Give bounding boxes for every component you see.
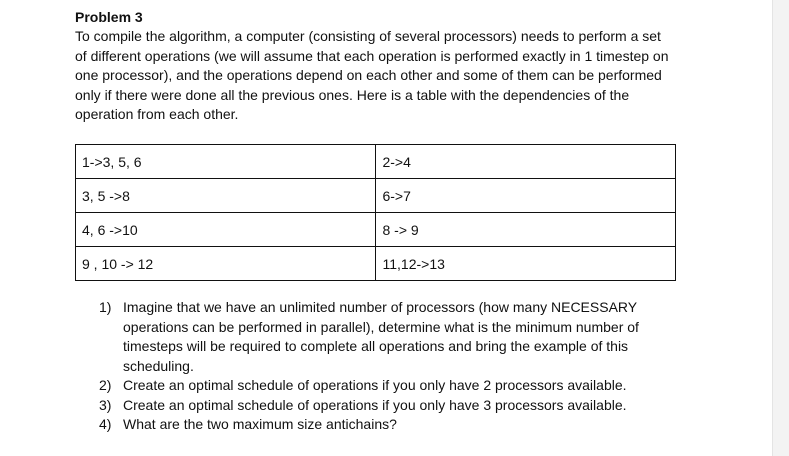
question-text: Create an optimal schedule of operations if you only have 2 processors available. xyxy=(123,377,627,393)
question-text: Create an optimal schedule of operations if you only have 3 processors available. xyxy=(123,396,627,413)
table-cell: 2->4 xyxy=(376,145,676,179)
question-list xyxy=(99,298,679,435)
list-number: 1) xyxy=(99,299,112,315)
question-text: Imagine that we have an unlimited number of processors (how many NECESSARY operations can be performed in parallel), determine what is the minimum number of timesteps will be required to complete all operations and bring the example of this scheduling. xyxy=(123,299,639,374)
table-cell: 3, 5 ->8 xyxy=(76,179,376,213)
table-cell: 8 -> 9 xyxy=(376,213,676,247)
table-cell: 4, 6 ->10 xyxy=(76,213,376,247)
table-row xyxy=(76,145,676,179)
problem-intro: To compile the algorithm, a computer (consisting of several processors) needs to perform a set of different operations (we will assume that each operation is performed exactly in 1 timestep on one processor), and the operations depend on each other and some of them can be performed only if there were done all the previous ones. Here is a table with the dependencies of the operation from each other. xyxy=(75,28,669,122)
question-text: What are the two maximum size antichains? xyxy=(123,416,397,432)
problem-title: Problem 3 xyxy=(75,9,143,25)
dependency-table xyxy=(75,144,676,281)
page-side-margin xyxy=(772,0,789,456)
list-item xyxy=(99,298,679,376)
list-item xyxy=(99,415,679,435)
list-number: 3) xyxy=(99,396,112,413)
list-number: 4) xyxy=(99,416,112,432)
problem-section xyxy=(75,8,695,125)
list-item xyxy=(99,396,679,416)
table-cell: 1->3, 5, 6 xyxy=(76,145,376,179)
list-number: 2) xyxy=(99,377,112,393)
table-cell: 11,12->13 xyxy=(376,247,676,281)
table-row xyxy=(76,213,676,247)
table-row xyxy=(76,247,676,281)
table-row xyxy=(76,179,676,213)
table-cell: 9 , 10 -> 12 xyxy=(76,247,376,281)
table-cell: 6->7 xyxy=(376,179,676,213)
list-item xyxy=(99,376,679,396)
